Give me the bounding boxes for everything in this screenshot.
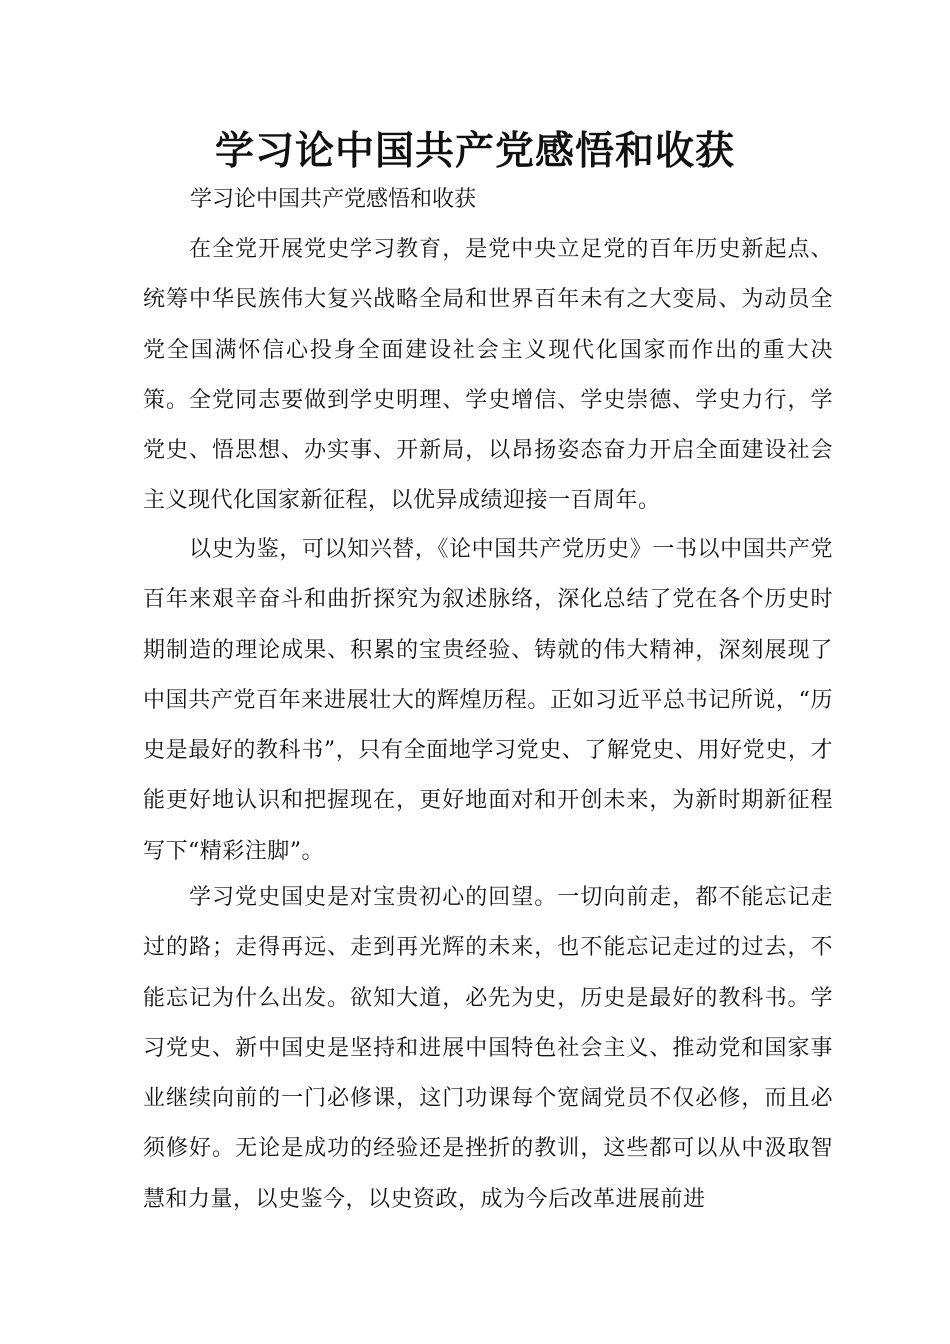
paragraph-2: 以史为鉴，可以知兴替，《论中国共产党历史》一书以中国共产党百年来艰辛奋斗和曲折探究为叙述脉络，深化总结了党在各个历史时期制造的理论成果、积累的宝贵经验、铸就的伟大精神，深刻展现了中国共产党百年来进展壮大的辉煌历程。正如习近平总书记所说，“历史是最好的教科书”，只有全面地学习党史、了解党史、用好党史，才能更好地认识和把握现在，更好地面对和开创未来，为新时期新征程写下“精彩注脚”。	[143, 537, 833, 864]
paragraph-1: 在全党开展党史学习教育，是党中央立足党的百年历史新起点、统筹中华民族伟大复兴战略全局和世界百年未有之大变局、为动员全党全国满怀信心投身全面建设社会主义现代化国家而作出的重大决策。全党同志要做到学史明理、学史增信、学史崇德、学史力行，学党史、悟思想、办实事、开新局，以昂扬姿态奋力开启全面建设社会主义现代化国家新征程，以优异成绩迎接一百周年。	[143, 237, 833, 514]
document-subtitle: 学习论中国共产党感悟和收获	[190, 187, 477, 212]
document-title: 学习论中国共产党感悟和收获	[214, 129, 735, 174]
paragraph-3: 学习党史国史是对宝贵初心的回望。一切向前走，都不能忘记走过的路；走得再远、走到再光辉的未来，也不能忘记走过的过去，不能忘记为什么出发。欲知大道，必先为史，历史是最好的教科书。学习党史、新中国史是坚持和进展中国特色社会主义、推动党和国家事业继续向前的一门必修课，这门功课每个宽阔党员不仅必修，而且必须修好。无论是成功的经验还是挫折的教训，这些都可以从中汲取智慧和力量，以史鉴今，以史资政，成为今后改革进展前进	[143, 885, 833, 1212]
